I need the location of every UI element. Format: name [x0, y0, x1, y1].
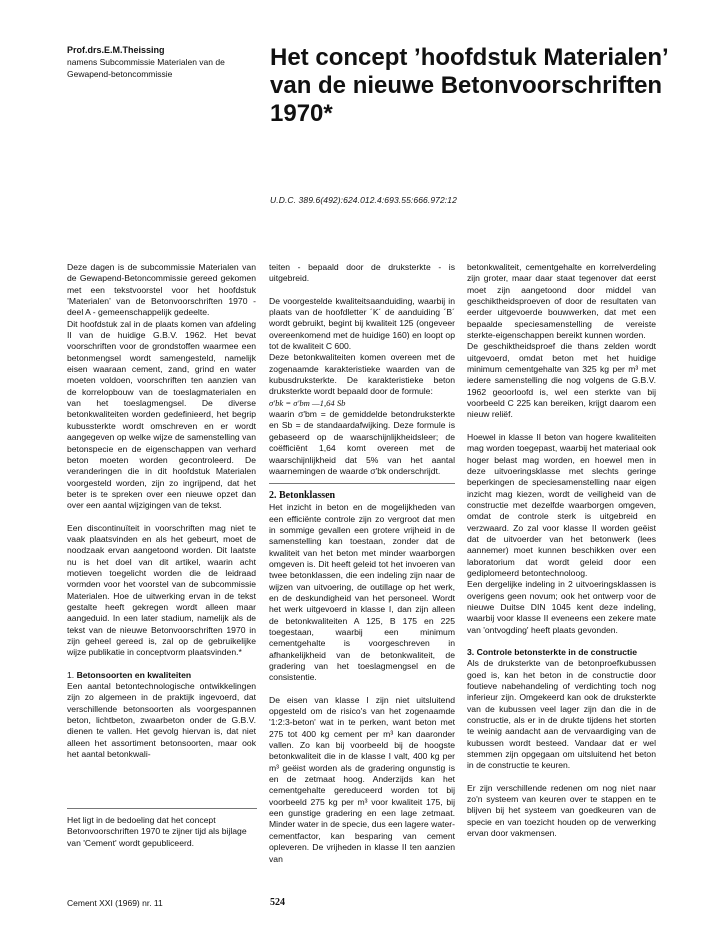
footnote: Het ligt in de bedoeling dat het concept Betonvoorschriften 1970 te zijner tijd als bijlage van 'Cement' wordt gepubliceerd. — [67, 815, 247, 848]
section-number: 1. — [67, 669, 75, 680]
paragraph: Als de druksterkte van de betonproefkubussen goed is, kan het beton in de constructie door foutieve nabehandeling of verdichting toch nog inferieur zijn. Omgekeerd kan ook de druksterkte van de kubussen veel lager zijn dan die in de constructie, als er in de drukte tijdens het storten te weinig aandacht aan de vervaardiging van de kubussen wordt besteed. Vandaar dat er wel stemmen zijn opgegaan om uitsluitend het beton in de constructie te keuren. — [467, 658, 656, 771]
paragraph: De voorgestelde kwaliteitsaanduiding, waarbij in plaats van de hoofdletter ´K´ de aanduiding ´B´ wordt gebruikt, begint bij kwaliteit 125 (ongeveer overeenkomend met de huidige 160) en loopt op tot de kwaliteit C 600. — [269, 295, 455, 352]
udc-code: U.D.C. 389.6(492):624.012.4:693.55:666.972:12 — [270, 195, 457, 205]
paragraph: Het inzicht in beton en de mogelijkheden van een efficiënte controle zijn zo vergroot dat men in sommige gevallen een grotere vrijheid in de samenstelling kan toestaan, zonder dat de kwaliteit van het beton met minder waarborgen omgeven is. Dit heeft geleid tot het invoeren van twee betonklassen, die een indeling zijn naar de wijzen van uitvoering, de outillage op het werk, en de deskundigheid van het personeel. Wordt het werk uitgevoerd in klasse I, dan zijn alleen de betonkwaliteiten A 125, B 175 en 225 toegestaan, waarbij een minimum cementgehalte is voorgeschreven in afhankelijkheid van de betonkwaliteit, de gradering van het toeslagmengsel en de consistentie. — [269, 502, 455, 683]
column-3 — [467, 262, 656, 840]
paragraph: waarin σ'bm = de gemiddelde betondruksterkte en Sb = de standaardafwijking. Deze formule is gebaseerd op de waarschijnlijkheidsleer; de coëfficiënt 1,64 komt overeen met de waarschijnlijkheid dat 5% van het aantal waarnemingen de waarde σ'bk onderschrijdt. — [269, 409, 455, 476]
column-1 — [67, 262, 256, 760]
footnote-divider — [67, 808, 257, 809]
paragraph: Een aantal betontechnologische ontwikkelingen zijn zo algemeen in de praktijk ingevoerd, dat verschillende betonsoorten als voorgespannen beton, lichtbeton, zwaarbeton onder de G.B.V. dienen te vallen. Het gevolg hiervan is, dat niet alleen het assortiment betonsoorten, maar ook het aantal betonkwali- — [67, 681, 256, 760]
column-2 — [269, 262, 455, 865]
paragraph: De geschiktheidsproef die thans zelden wordt uitgevoerd, omdat beton met het huidige minimum cementgehalte van 325 kg per m³ met iedere samenstelling die nog volgens de G.B.V. 1962 geoorloofd is, wel een sterkte van bij voorbeeld C 225 kan bereiken, krijgt daarom een nieuw reliëf. — [467, 341, 656, 420]
paragraph: Een dergelijke indeling in 2 uitvoeringsklassen is overigens geen novum; ook het ontwerp voor de nieuwe Duitse DIN 1045 kent deze indeling, waarbij voor klasse II eveneens een zekere mate van 'ontvogding' heeft plaats gevonden. — [467, 579, 656, 635]
paragraph: Dit hoofdstuk zal in de plaats komen van afdeling II van de huidige G.B.V. 1962. Het bevat voorschriften voor de grondstoffen waarmee een betonmengsel wordt samengesteld, namelijk eisen waaraan cement, zand, grind en water moeten voldoen, voorschriften ten aanzien van de korrelopbouw van de toeslagmaterialen en van het toeslagmengsel. De diverse betonkwaliteiten worden gedefinieerd, het begrip kubussterkte wordt omschreven en er wordt aangegeven op welke wijze de samenstelling van betonspecie en de eigenschappen van verhard beton moeten worden gecontroleerd. De veranderingen die in dit hoofdstuk Materialen voorgesteld worden, zijn zo ingrijpend, dat het beter is te spreken over een nieuwe opzet dan over een aantal wijzigingen van de tekst. — [67, 318, 256, 511]
section-title: Betonsoorten en kwaliteiten — [76, 669, 192, 680]
section-number: 3. — [467, 647, 475, 657]
paragraph: Een discontinuïteit in voorschriften mag niet te vaak plaatsvinden en als het gebeurt, moet de noodzaak ervan aangetoond worden. Dit laatste nu is het doel van dit artikel, waarin acht motieven toegelicht worden die de leidraad vormden voor het voorstel van de subcommissie Materialen. Hoe de uitwerking ervan in de tekst gestalte heeft gekregen wordt alleen maar aangeduid. In een later stadium, namelijk als de tekst van de nieuwe Betonvoorschriften 1970 in zijn geheel gereed is, zal op de gebruikelijke wijze publikatie in conceptvorm plaatsvinden.* — [67, 522, 256, 658]
article-title: Het concept ’hoofdstuk Materialen’ van de nieuwe Betonvoorschriften 1970* — [270, 44, 668, 127]
paragraph: betonkwaliteit, cementgehalte en korrelverdeling zijn groter, maar daar staat tegenover dat eerst moet zijn aangetoond door middel van geschiktheidsproeven of door de resultaten van eerder uitgevoerde bouwwerken, dat met een bepaalde speciesamenstelling de vereiste sterkte-eigenschappen bereikt kunnen worden. — [467, 262, 656, 341]
section-heading-2: 2. Betonklassen — [269, 490, 336, 502]
formula: σ'bk = σ'bm —1,64 Sb — [269, 397, 346, 408]
paragraph: teiten - bepaald door de druksterkte - is uitgebreid. — [269, 262, 455, 284]
divider — [269, 483, 455, 484]
section-heading-3 — [467, 647, 656, 658]
section-heading-1 — [67, 670, 256, 681]
page-number: 524 — [270, 897, 285, 908]
paragraph: De eisen van klasse I zijn niet uitsluitend opgesteld om de risico's van het zogenaamde '1:2:3-beton' wat in te perken, want beton met 275 tot 400 kg cement per m³ kan daaronder vallen. Zo kan bij voorbeeld bij de hoogste betonkwaliteit die in de klasse I valt, 400 kg per m³ geëist worden als de gradering ongunstig is en de zetmaat hoog. Anderzijds kan het cementgehalte gereduceerd worden tot bij voorbeeld 275 kg per m³ voor kwaliteit 175, bij een gunstige gradering en een lage zetmaat. Minder water in de specie, dus een lagere water-cementfactor, kan besparing van cement opleveren. De vrijheden in klasse II ten aanzien van — [269, 694, 455, 864]
section-title: Controle betonsterkte in de constructie — [476, 647, 638, 657]
author-name: Prof.drs.E.M.Theissing — [67, 45, 165, 55]
paragraph: Deze dagen is de subcommissie Materialen van de Gewapend-Betoncommissie gereed gekomen met een tekstvoorstel voor het hoofdstuk ’Materialen’ van de Betonvoorschriften 1970 - deel A - gemeenschappelijk gedeelte. — [67, 262, 256, 318]
paragraph: Hoewel in klasse II beton van hogere kwaliteiten mag worden toegepast, waarbij het materiaal ook hoger belast mag worden, en hoewel men in deze uitvoeringsklasse met slechts geringe beperkingen de speciesamenstelling naar eigen inzicht mag kiezen, wordt de veiligheid van de constructie met dezelfde waarborgen omgeven, omdat de controle sterk is uitgebreid en verzwaard. Zo zal voor klasse II worden geëist dat de uitvoerder van het betonwerk (lees aannemer) moet kunnen beschikken over een laboratorium dat wordt geleid door een gediplomeerd betontechnoloog. — [467, 431, 656, 578]
paragraph: Er zijn verschillende redenen om nog niet naar zo'n systeem van keuren over te stappen en te blijven bij het systeem van goedkeuren van de specie en van toezicht houden op de verwerking ervan door vakmensen. — [467, 782, 656, 839]
author-affiliation: namens Subcommissie Materialen van de Gewapend-betoncommissie — [67, 57, 225, 79]
paragraph: Deze betonkwaliteiten komen overeen met de zogenaamde karakteristieke waarden van de kubusdruksterkte. De karakteristieke beton druksterkte wordt bepaald door de formule: — [269, 352, 455, 397]
journal-reference: Cement XXI (1969) nr. 11 — [67, 898, 163, 908]
